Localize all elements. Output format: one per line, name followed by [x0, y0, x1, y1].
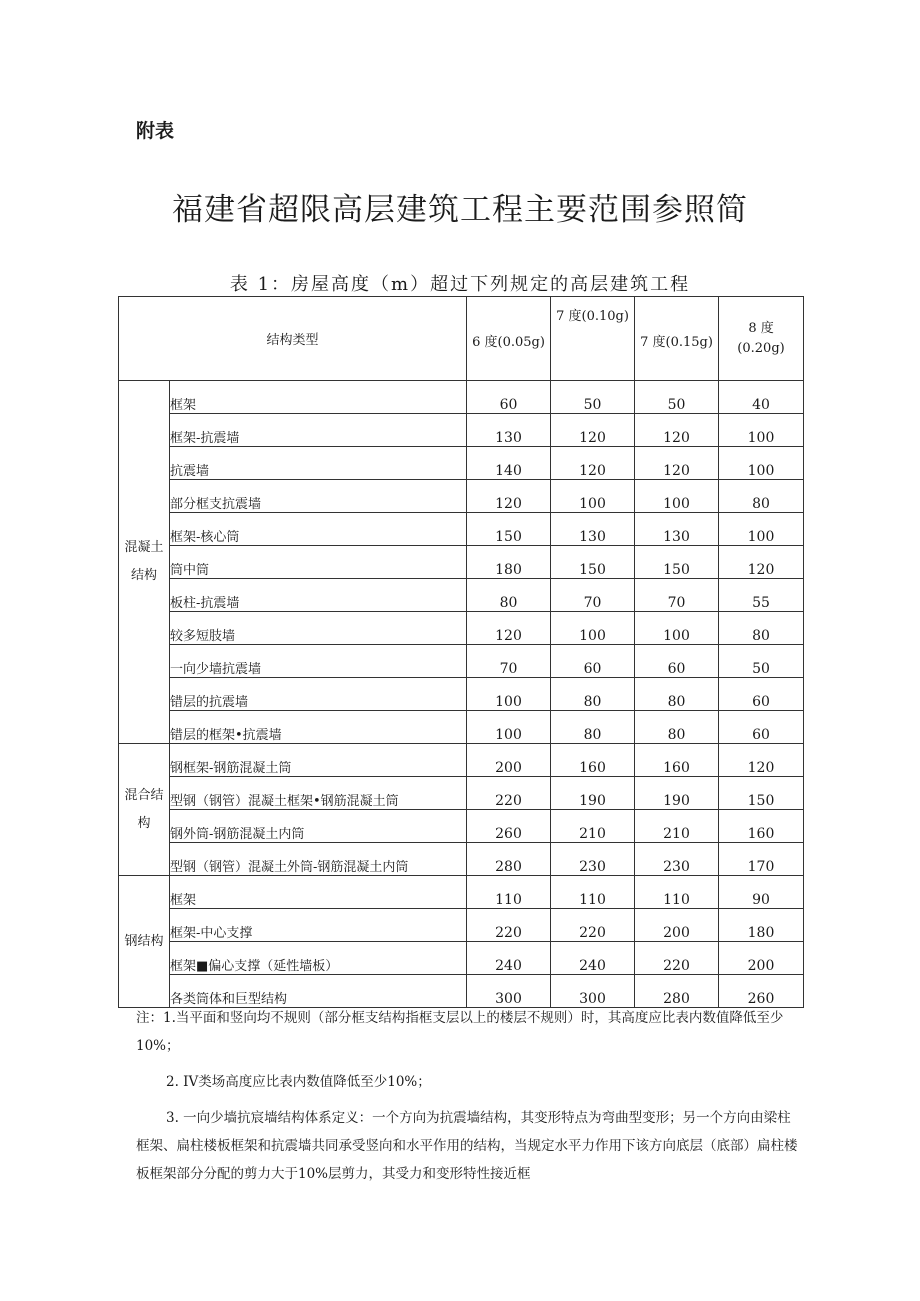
height-value-cell: 220 [551, 909, 635, 942]
structure-type-name: 框架 [170, 876, 467, 909]
height-value-cell: 230 [551, 843, 635, 876]
height-value-cell: 240 [551, 942, 635, 975]
header-intensity-7-010: 7 度(0.10g) [551, 297, 635, 381]
height-value-cell: 100 [719, 447, 804, 480]
table-row [119, 579, 804, 612]
height-value-cell: 220 [467, 777, 551, 810]
height-value-cell: 130 [635, 513, 719, 546]
structure-type-name: 框架-核心筒 [170, 513, 467, 546]
height-value-cell: 80 [467, 579, 551, 612]
note-2: 2. IV类场高度应比表内数值降低至少10%； [166, 1074, 431, 1090]
height-value-cell: 120 [719, 546, 804, 579]
height-value-cell: 110 [635, 876, 719, 909]
height-value-cell: 50 [635, 381, 719, 414]
height-value-cell: 100 [467, 711, 551, 744]
height-value-cell: 120 [551, 414, 635, 447]
height-value-cell: 100 [551, 480, 635, 513]
height-value-cell: 70 [635, 579, 719, 612]
height-value-cell: 70 [467, 645, 551, 678]
height-value-cell: 150 [719, 777, 804, 810]
height-value-cell: 180 [719, 909, 804, 942]
height-value-cell: 240 [467, 942, 551, 975]
height-value-cell: 160 [719, 810, 804, 843]
table-row [119, 942, 804, 975]
height-limit-table [118, 296, 804, 1008]
height-value-cell: 100 [719, 513, 804, 546]
height-value-cell: 160 [635, 744, 719, 777]
height-value-cell: 40 [719, 381, 804, 414]
header-intensity-7-015: 7 度(0.15g) [635, 297, 719, 381]
table-row [119, 909, 804, 942]
table-row [119, 876, 804, 909]
height-value-cell: 280 [635, 975, 719, 1008]
structure-type-name: 筒中筒 [170, 546, 467, 579]
table-row [119, 447, 804, 480]
structure-type-name: 错层的框架•抗震墙 [170, 711, 467, 744]
structure-type-name: 一向少墙抗震墙 [170, 645, 467, 678]
height-value-cell: 110 [467, 876, 551, 909]
structure-group-label: 钢结构 [119, 876, 170, 1008]
height-value-cell: 60 [467, 381, 551, 414]
structure-type-name: 钢外筒-钢筋混凝土内筒 [170, 810, 467, 843]
height-value-cell: 60 [719, 711, 804, 744]
height-value-cell: 80 [551, 711, 635, 744]
height-value-cell: 230 [635, 843, 719, 876]
height-value-cell: 200 [719, 942, 804, 975]
height-value-cell: 300 [551, 975, 635, 1008]
height-value-cell: 100 [719, 414, 804, 447]
height-value-cell: 200 [635, 909, 719, 942]
height-value-cell: 70 [551, 579, 635, 612]
table-row [119, 843, 804, 876]
height-value-cell: 180 [467, 546, 551, 579]
header-intensity-8: 8 度(0.20g) [719, 297, 804, 381]
height-value-cell: 260 [467, 810, 551, 843]
height-value-cell: 100 [635, 480, 719, 513]
height-value-cell: 130 [551, 513, 635, 546]
structure-type-name: 型钢（钢管）混凝土外筒-钢筋混凝土内筒 [170, 843, 467, 876]
table-row [119, 678, 804, 711]
structure-type-name: 较多短肢墙 [170, 612, 467, 645]
height-value-cell: 220 [467, 909, 551, 942]
height-value-cell: 80 [635, 711, 719, 744]
height-value-cell: 60 [719, 678, 804, 711]
height-value-cell: 280 [467, 843, 551, 876]
header-intensity-6: 6 度(0.05g) [467, 297, 551, 381]
height-value-cell: 150 [467, 513, 551, 546]
table-caption: 表 1：房屋高度（m）超过下列规定的高层建筑工程 [229, 274, 691, 295]
structure-type-name: 板柱-抗震墙 [170, 579, 467, 612]
structure-type-name: 框架-抗震墙 [170, 414, 467, 447]
height-value-cell: 120 [551, 447, 635, 480]
height-value-cell: 120 [635, 414, 719, 447]
height-value-cell: 120 [719, 744, 804, 777]
table-row [119, 381, 804, 414]
structure-type-name: 型钢（钢管）混凝土框架•钢筋混凝土筒 [170, 777, 467, 810]
height-value-cell: 190 [635, 777, 719, 810]
structure-type-name: 抗震墙 [170, 447, 467, 480]
height-value-cell: 120 [467, 612, 551, 645]
structure-type-name: 部分框支抗震墙 [170, 480, 467, 513]
note-3: 3. 一向少墙抗宸墙结构体系定义：一个方向为抗震墙结构，其变形特点为弯曲型变形；另一个方向由梁柱框架、扁柱楼板框架和抗震墙共同承受竖向和水平作用的结构，当规定水平力作用下该方向底层（底部）扁柱楼板框架部分分配的剪力大于10%层剪力，其受力和变形特性接近框 [136, 1110, 798, 1182]
height-value-cell: 140 [467, 447, 551, 480]
height-value-cell: 100 [467, 678, 551, 711]
height-value-cell: 300 [467, 975, 551, 1008]
table-row [119, 645, 804, 678]
table-row [119, 546, 804, 579]
notes-section [136, 1004, 800, 1196]
structure-type-name: 框架-中心支撑 [170, 909, 467, 942]
height-value-cell: 90 [719, 876, 804, 909]
height-value-cell: 150 [635, 546, 719, 579]
height-value-cell: 170 [719, 843, 804, 876]
height-value-cell: 210 [551, 810, 635, 843]
height-value-cell: 150 [551, 546, 635, 579]
structure-type-name: 钢框架-钢筋混凝土筒 [170, 744, 467, 777]
height-value-cell: 55 [719, 579, 804, 612]
header-structure-type: 结构类型 [119, 297, 467, 381]
structure-type-name: 框架■偏心支撑（延性墙板） [170, 942, 467, 975]
height-value-cell: 50 [719, 645, 804, 678]
height-value-cell: 80 [635, 678, 719, 711]
table-header-row [119, 297, 804, 381]
structure-type-name: 各类筒体和巨型结构 [170, 975, 467, 1008]
height-value-cell: 60 [551, 645, 635, 678]
structure-type-name: 框架 [170, 381, 467, 414]
height-value-cell: 260 [719, 975, 804, 1008]
appendix-label: 附表 [136, 120, 175, 142]
height-value-cell: 50 [551, 381, 635, 414]
height-value-cell: 80 [719, 480, 804, 513]
document-title: 福建省超限高层建筑工程主要范围参照简 [172, 192, 748, 228]
height-value-cell: 220 [635, 942, 719, 975]
height-value-cell: 100 [551, 612, 635, 645]
note-1: 注：1.当平面和竖向均不规则（部分框支结构指框支层以上的楼层不规则）时，其高度应比表内数值降低至少10%； [136, 1010, 784, 1054]
height-value-cell: 80 [719, 612, 804, 645]
height-value-cell: 60 [635, 645, 719, 678]
table-row [119, 975, 804, 1008]
table-row [119, 612, 804, 645]
structure-group-label: 混凝土结构 [119, 381, 170, 744]
height-value-cell: 110 [551, 876, 635, 909]
structure-group-label: 混合结构 [119, 744, 170, 876]
table-row [119, 777, 804, 810]
height-value-cell: 100 [635, 612, 719, 645]
table-row [119, 810, 804, 843]
height-value-cell: 120 [635, 447, 719, 480]
table-row [119, 513, 804, 546]
table-row [119, 744, 804, 777]
table-body [119, 381, 804, 1008]
height-value-cell: 130 [467, 414, 551, 447]
table-row [119, 711, 804, 744]
height-value-cell: 160 [551, 744, 635, 777]
height-value-cell: 120 [467, 480, 551, 513]
table-row [119, 480, 804, 513]
height-value-cell: 210 [635, 810, 719, 843]
height-value-cell: 190 [551, 777, 635, 810]
height-value-cell: 80 [551, 678, 635, 711]
structure-type-name: 错层的抗震墙 [170, 678, 467, 711]
table-row [119, 414, 804, 447]
height-value-cell: 200 [467, 744, 551, 777]
